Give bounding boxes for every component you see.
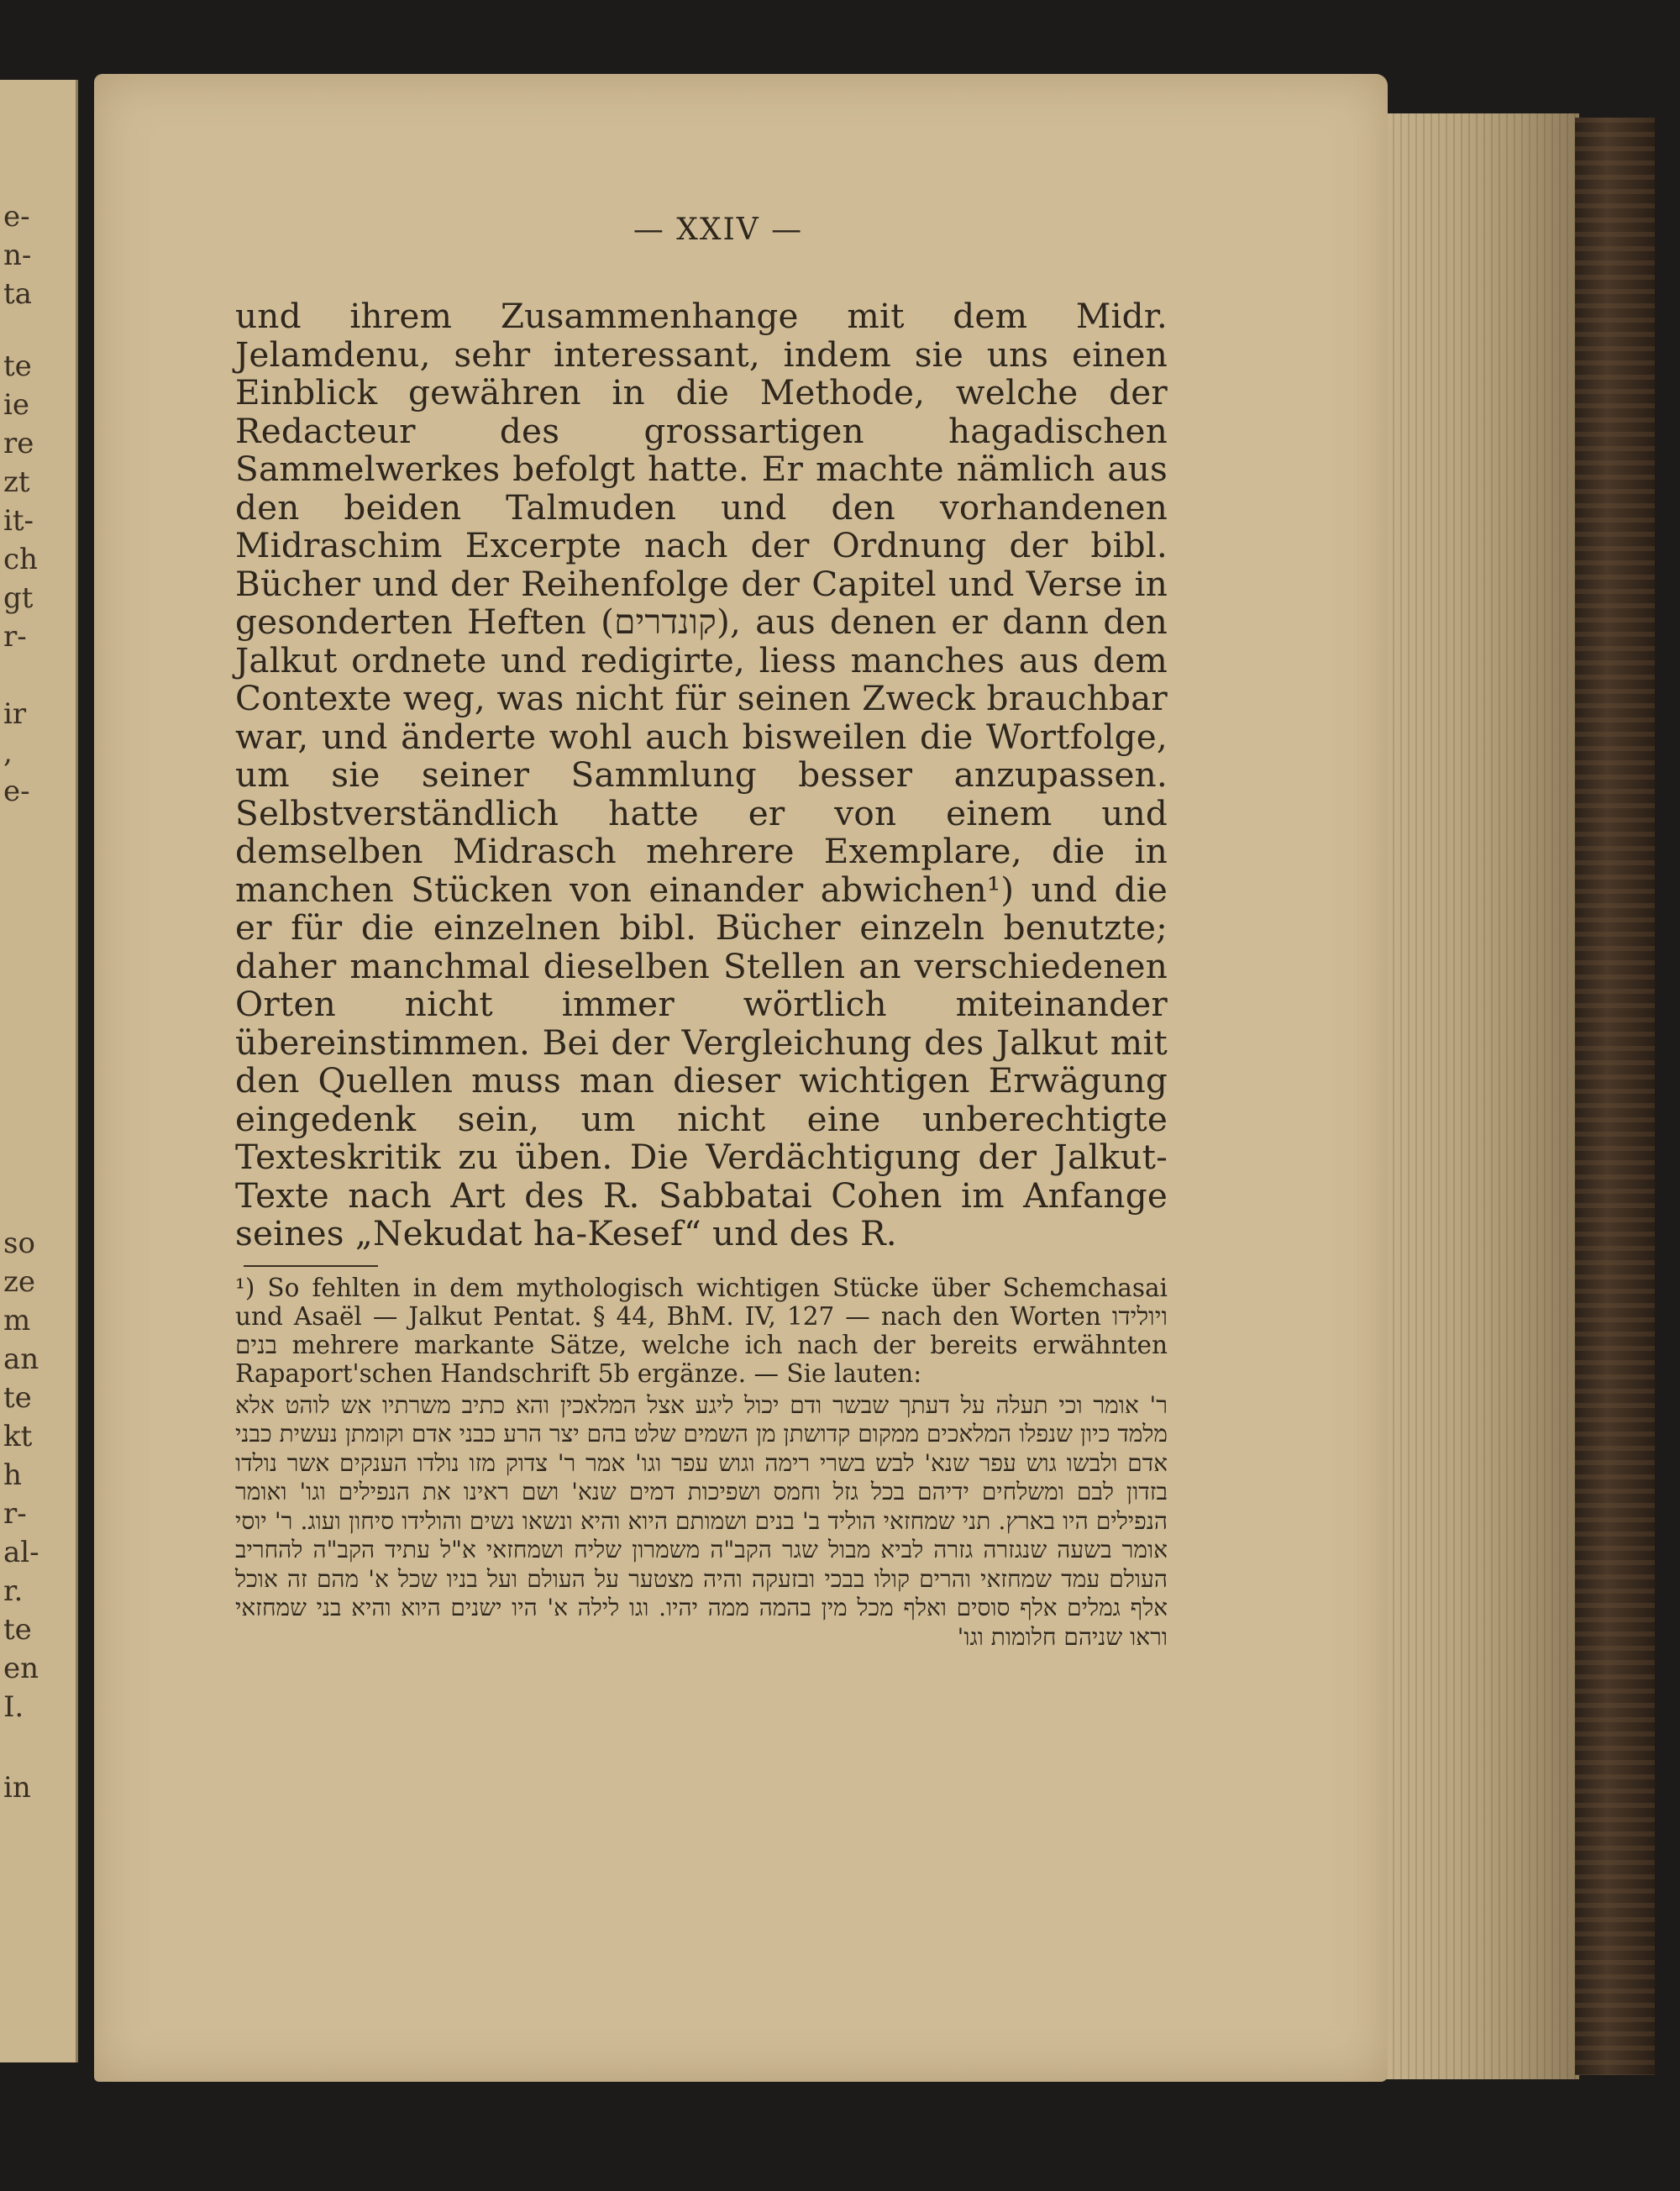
left-edge-fragment: so xyxy=(3,1227,35,1260)
footnote xyxy=(235,1274,1168,1388)
left-edge-fragment: I. xyxy=(3,1690,24,1724)
footnote-hebrew-inline: ויולידו בנים xyxy=(235,1301,1168,1359)
left-edge-fragment: ze xyxy=(3,1265,36,1299)
left-edge-fragment: ie xyxy=(3,388,29,422)
book-page xyxy=(94,74,1388,2082)
book-spine xyxy=(1575,118,1655,2075)
page-number: — XXIV — xyxy=(633,213,804,247)
page-content xyxy=(235,213,1168,1652)
left-edge-fragment: re xyxy=(3,427,34,460)
left-edge-fragment: ir xyxy=(3,697,27,731)
left-edge-fragment: , xyxy=(3,736,13,770)
left-edge-fragment: h xyxy=(3,1458,22,1492)
left-edge-fragment: it- xyxy=(3,504,34,538)
left-edge-fragment: n- xyxy=(3,239,32,272)
left-edge-fragment: e- xyxy=(3,200,30,234)
footnote-part1: ¹) So fehlten in dem mythologisch wichtigen Stücke über Schemchasai und Asaël — Jalkut Pentat. § 44, BhM. IV, 127 — nach den Worten xyxy=(235,1273,1168,1331)
left-edge-fragment: ch xyxy=(3,543,38,576)
footnote-hebrew-quote: ר' אומר וכי תעלה על דעתך שבשר ודם יכול ליגע אצל המלאכין והא כתיב משרתיו אש לוהט אלא מלמד כיון שנפלו המלאכים ממקום קדושתן מן השמים שלט בהם יצר הרע כבני אדם וקומתן נעשית כבני אדם ולבשו גוש עפר שנא' לבש בשרי רימה וגוש עפר וגו' אמר ר' צדוק מזו נולדו הענקים אשר נולדו בזדון לבם ומשלחים ידיהם בכל גזל וחמס ושפיכות דמים שנא' ושם ראינו את הנפילים וגו' ואומר הנפילים היו בארץ. תני שמחזאי הוליד ב' בנים ושמותם היוא והיא ונשאו נשים והולידו סיחון ועוג. ר' יוסי אומר בשעה שנגזרה גזרה לביא מבול שגר הקב"ה משמרון שליח ושמחזאי א"ל עתיד הקב"ה להחריב העולם עמד שמחזאי והרים קולו בבכי ובזעקה והיה מצטער על העולם ועל בניו שכל א' מהם זה אוכל אלף גמלים אלף סוסים ואלף מכל מין בהמה ממה יהיו. וגו לילה א' היו ישנים היוא והיא בני שמחזאי וראו שניהם חלומות וגו' xyxy=(235,1390,1168,1651)
left-edge-fragment: gt xyxy=(3,581,34,615)
main-text xyxy=(235,297,1168,1253)
left-edge-fragment: r- xyxy=(3,1497,27,1531)
left-edge-fragment: te xyxy=(3,349,32,383)
left-edge-fragment: al- xyxy=(3,1536,39,1569)
footnote-rule xyxy=(244,1265,378,1267)
left-edge-fragment: e- xyxy=(3,775,30,808)
footnote-part2: mehrere markante Sätze, welche ich nach der bereits erwähnten Rapaport'schen Handschrift 5b ergänze. — Sie lauten: xyxy=(235,1330,1168,1388)
left-edge-fragment: kt xyxy=(3,1420,33,1453)
left-page xyxy=(0,80,78,2062)
page-block-edges xyxy=(1378,113,1579,2079)
left-edge-fragment: te xyxy=(3,1613,32,1647)
left-edge-fragment: zt xyxy=(3,465,30,499)
left-edge-fragment: te xyxy=(3,1381,32,1415)
left-edge-fragment: r- xyxy=(3,620,27,654)
left-edge-fragment: m xyxy=(3,1304,31,1337)
main-text-part1: und ihrem Zusammenhange mit dem Midr. Jelamdenu, sehr interessant, indem sie uns einen Einblick gewähren in die Methode, welche der Redacteur des grossartigen hagadischen Sammelwerkes befolgt hatte. Er machte nämlich aus den beiden Talmuden und den vorhandenen Midraschim Excerpte nach der Ordnung der bibl. Bücher und der Reihenfolge der Capitel und Verse in gesonderten Heften ( xyxy=(235,296,1168,642)
left-edge-fragment: an xyxy=(3,1342,39,1376)
main-text-part2: ), aus denen er dann den Jalkut ordnete und redigirte, liess manches aus dem Contexte weg, was nicht für seinen Zweck brauchbar war, und änderte wohl auch bisweilen die Wortfolge, um sie seiner Sammlung besser anzupassen. Selbstverständlich hatte er von einem und demselben Midrasch mehrere Exemplare, die in manchen Stücken von einander abwichen¹) und die er für die einzelnen bibl. Bücher einzeln benutzte; daher manchmal dieselben Stellen an verschiedenen Orten nicht immer wörtlich miteinander übereinstimmen. Bei der Vergleichung des Jalkut mit den Quellen muss man dieser wichtigen Erwägung eingedenk sein, um nicht eine unberechtigte Texteskritik zu üben. Die Verdächtigung der Jalkut-Texte nach Art des R. Sabbatai Cohen im Anfange seines „Nekudat ha-Kesef“ und des R. xyxy=(235,602,1168,1253)
left-page-edge-text xyxy=(0,80,76,2062)
left-edge-fragment: in xyxy=(3,1771,31,1805)
left-edge-fragment: r. xyxy=(3,1574,24,1608)
left-edge-fragment: en xyxy=(3,1652,39,1685)
main-text-hebrew-term: קונדרים xyxy=(614,602,717,642)
left-edge-fragment: ta xyxy=(3,277,32,311)
